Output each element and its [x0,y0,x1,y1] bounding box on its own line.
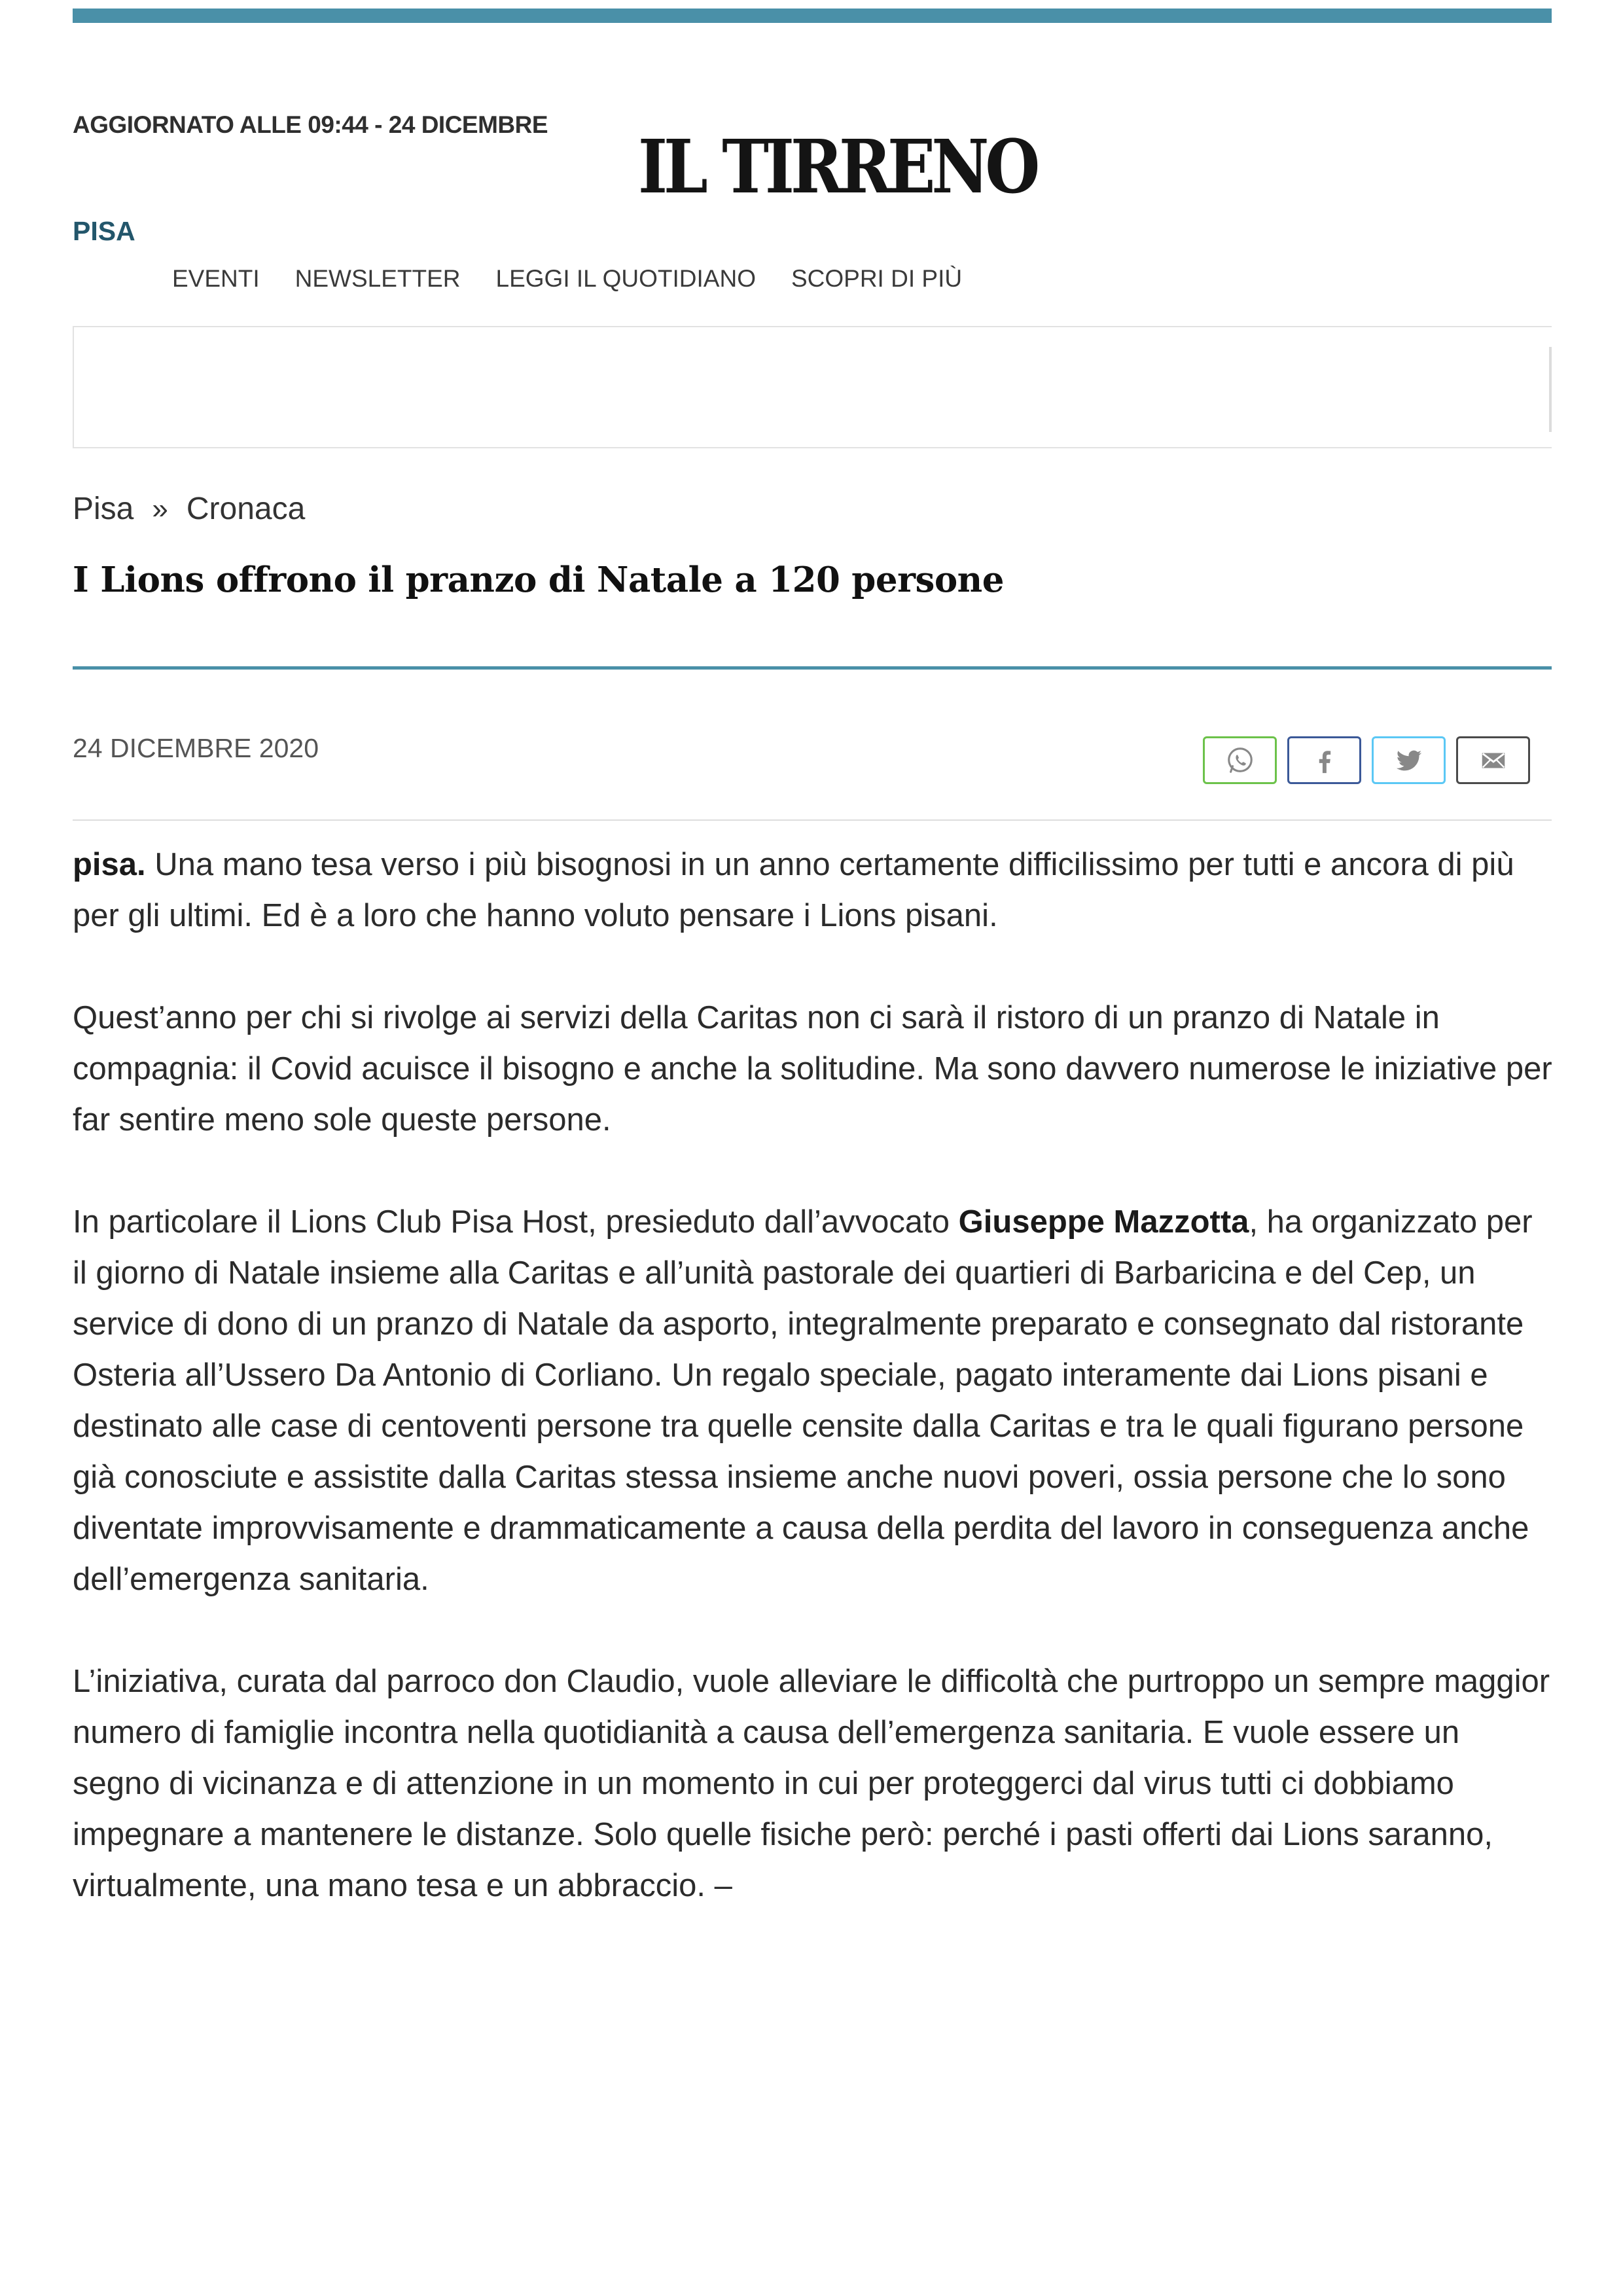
paragraph-3-text-b: , ha organizzato per il giorno di Natale insieme alla Caritas e all’unità pastorale dei quartieri di Barbaricina e del Cep, un service di dono di un pranzo di Natale da asporto, integralmente preparato e consegnato dal ristorante Osteria all’Ussero Da Antonio di Corliano. Un regalo speciale, pagato interamente dai Lions pisani e destinato alle case di centoventi persone tra quelle censite dalla Caritas e tra le quali figurano persone già conosciute e assistite dalla Caritas stessa insieme anche nuovi poveri, ossia persone che lo sono diventate improvvisamente e drammaticamente a causa della perdita del lavoro in conseguenza anche dell’emergenza sanitaria. [73,1204,1533,1597]
article-date: 24 DICEMBRE 2020 [73,733,319,763]
breadcrumb-pisa[interactable]: Pisa [73,492,134,526]
paragraph-1 [73,839,1553,941]
title-divider [73,666,1552,670]
date-divider [73,819,1552,821]
paragraph-2: Quest’anno per chi si rivolge ai servizi della Caritas non ci sarà il ristoro di un pranzo di Natale in compagnia: il Covid acuisce il bisogno e anche la solitudine. Ma sono davvero numerose le iniziative per far sentire meno sole queste persone. [73,1000,1552,1138]
email-icon [1478,745,1508,776]
paragraph-1-text: Una mano tesa verso i più bisognosi in un anno certamente difficilissimo per tutti e ancora di più per gli ultimi. Ed è a loro che hanno voluto pensare i Lions pisani. [73,847,1514,933]
ad-scroll-edge [1549,347,1552,432]
paragraph-4: L’iniziativa, curata dal parroco don Claudio, vuole alleviare le difficoltà che purtroppo un sempre maggior numero di famiglie incontra nella quotidianità a causa dell’emergenza sanitaria. E vuole essere un segno di vicinanza e di attenzione in un momento in cui per proteggerci dal virus tutti ci dobbiamo impegnare a mantenere le distanze. Solo quelle fisiche però: perché i pasti offerti dai Lions saranno, virtualmente, una mano tesa e un abbraccio. – [73,1664,1550,1903]
nav-newsletter[interactable]: NEWSLETTER [294,265,461,292]
breadcrumb-cronaca[interactable]: Cronaca [186,492,306,526]
share-buttons [1203,736,1530,784]
paragraph-3 [73,1196,1553,1605]
article-title: I Lions offrono il pranzo di Natale a 120 persone [73,560,1004,600]
share-email-button[interactable] [1456,736,1530,784]
ad-placeholder [73,326,1552,448]
nav-scopri-di-piu[interactable]: SCOPRI DI PIÙ [791,265,963,292]
twitter-icon [1394,745,1424,776]
share-facebook-button[interactable] [1287,736,1361,784]
nav-leggi-il-quotidiano[interactable]: LEGGI IL QUOTIDIANO [495,265,756,292]
main-nav [172,265,962,293]
facebook-icon [1310,745,1340,776]
dateline: pisa. [73,847,146,882]
site-logo[interactable]: IL TIRRENO [638,124,1037,210]
top-accent-bar [73,9,1552,23]
whatsapp-icon [1225,745,1255,776]
paragraph-3-text-a: In particolare il Lions Club Pisa Host, presieduto dall’avvocato [73,1204,959,1240]
person-name: Giuseppe Mazzotta [958,1204,1249,1240]
share-whatsapp-button[interactable] [1203,736,1277,784]
section-title[interactable]: PISA [73,216,135,246]
share-twitter-button[interactable] [1372,736,1446,784]
breadcrumb-separator: » [152,492,168,525]
breadcrumb [73,491,305,527]
article-body [73,839,1553,1962]
last-updated: AGGIORNATO ALLE 09:44 - 24 DICEMBRE [73,111,548,138]
nav-eventi[interactable]: EVENTI [172,265,260,292]
